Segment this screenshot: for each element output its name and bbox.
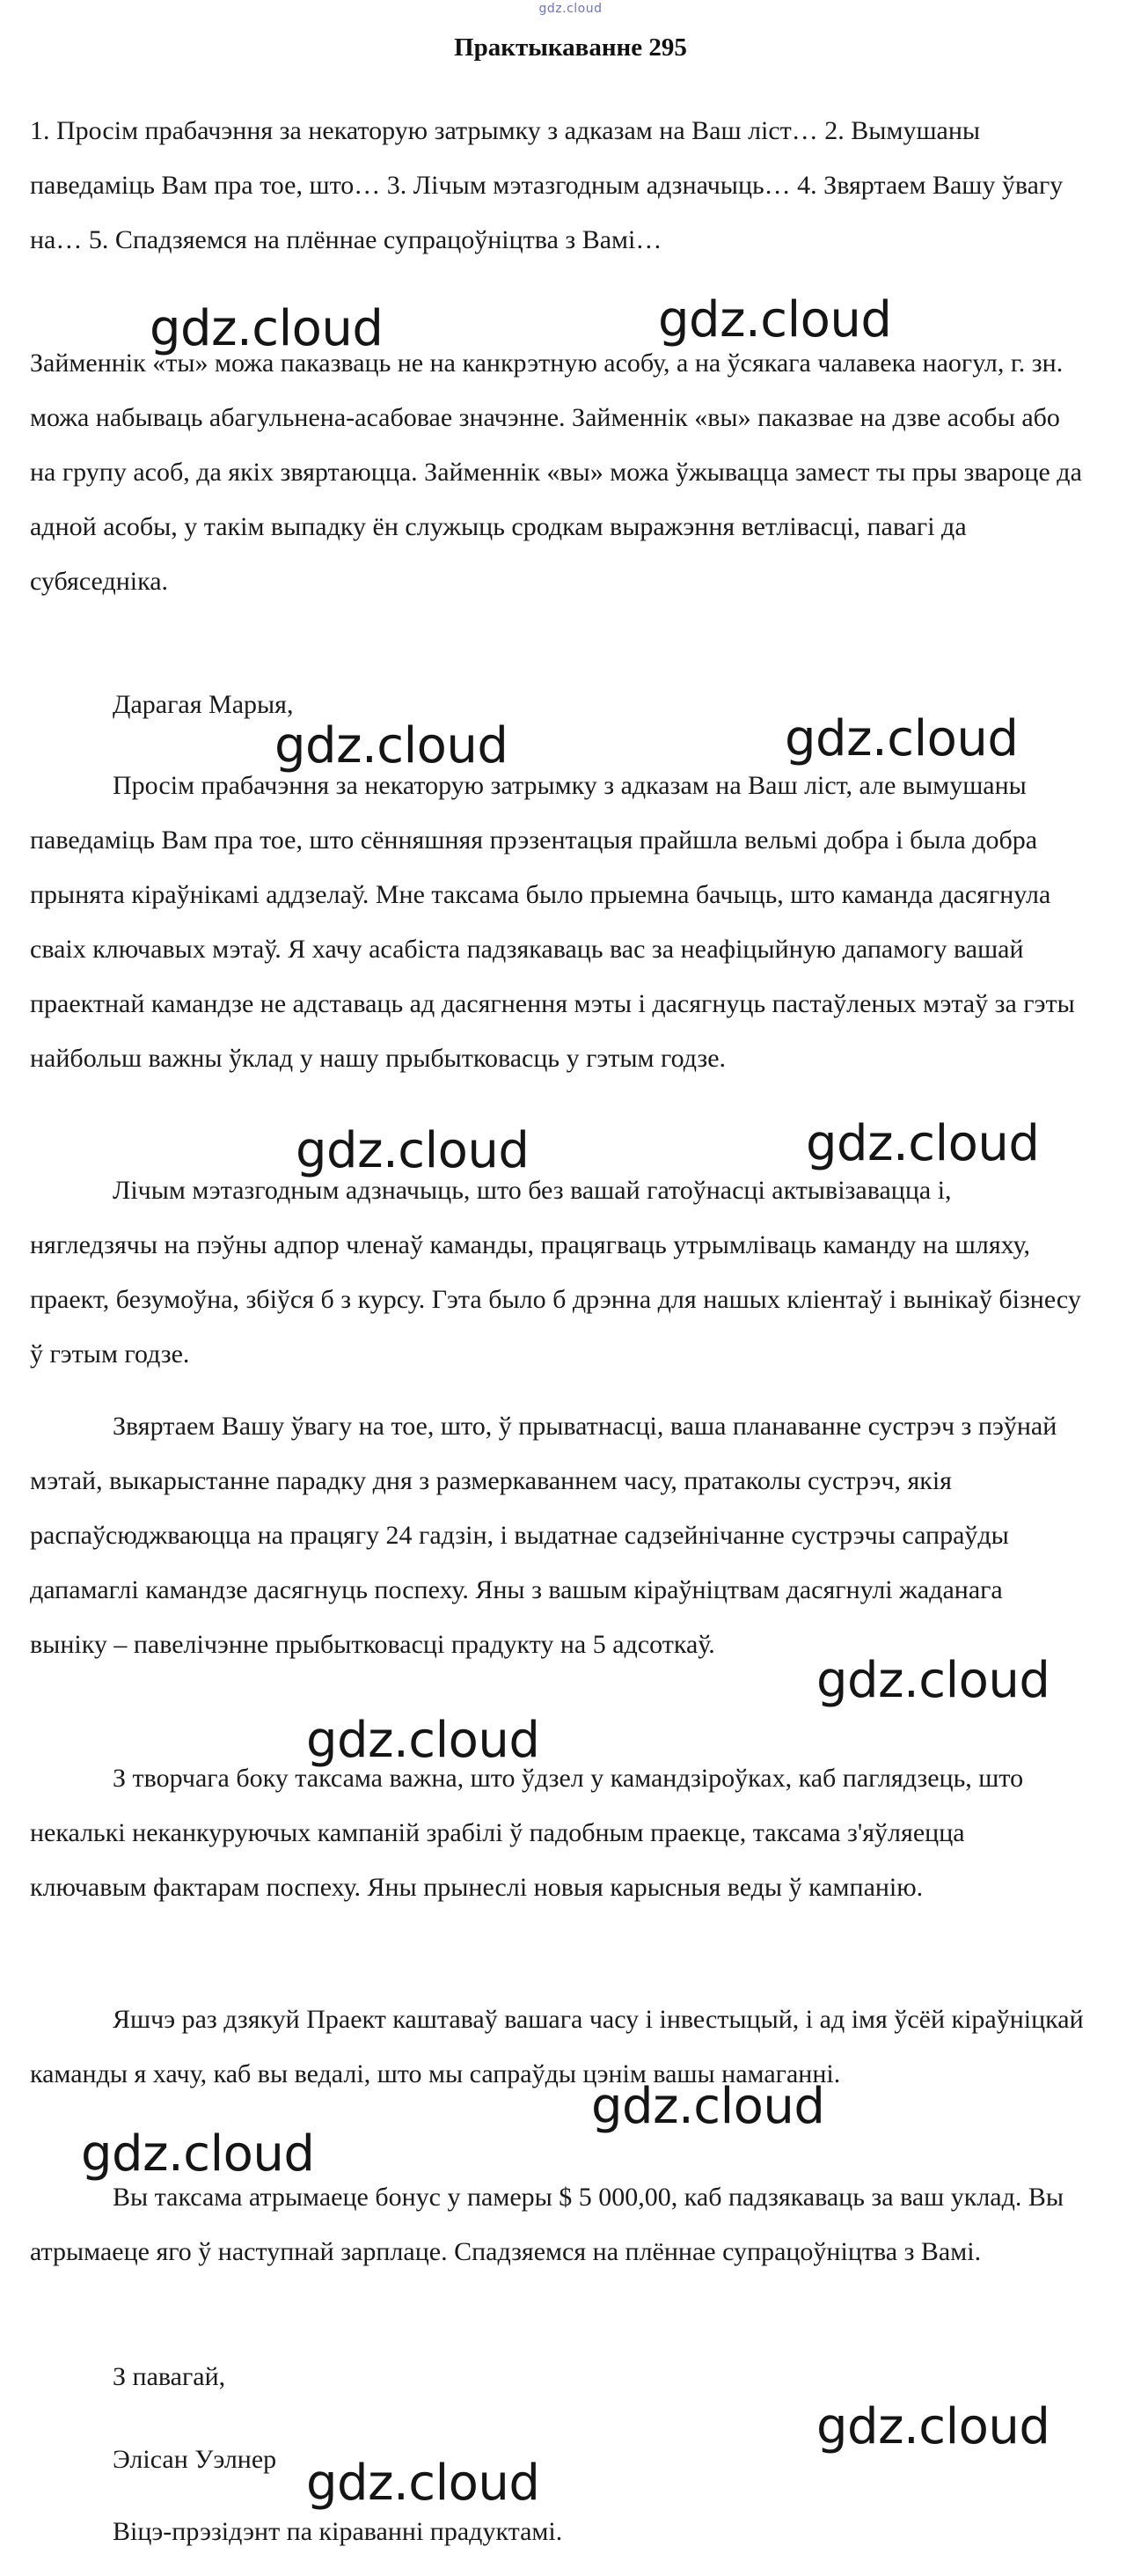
signature-title: Віцэ-прэзідэнт па кіраванні прадуктамі. bbox=[113, 2517, 563, 2546]
watermark: gdz.cloud bbox=[816, 1652, 1050, 1709]
watermark: gdz.cloud bbox=[785, 710, 1019, 767]
watermark: gdz.cloud bbox=[150, 300, 384, 357]
letter-paragraph-5: Яшчэ раз дзякуй Праект каштаваў вашага часу і інвестыцый, і ад імя ўсёй кіраўніцкай каманды я хачу, каб вы ведалі, што мы сапраўды цэнім вашы намаганні. bbox=[30, 2005, 1084, 2088]
watermark: gdz.cloud bbox=[806, 1115, 1040, 1172]
paragraph-answers: 1. Просім прабачэння за некаторую затрымку з адказам на Ваш ліст… 2. Вымушаны паведаміць Вам пра тое, што… 3. Лічым мэтазгодным адзначыць… 4. Звяртаем Вашу ўвагу на… 5. Спадзяемся на плённае супрацоўніцтва з Вамі… bbox=[30, 116, 1064, 254]
signature-name: Элісан Уэлнер bbox=[113, 2445, 277, 2474]
watermark: gdz.cloud bbox=[306, 1712, 540, 1769]
watermark: gdz.cloud bbox=[816, 2398, 1050, 2455]
watermark: gdz.cloud bbox=[306, 2455, 540, 2512]
watermark: gdz.cloud bbox=[591, 2078, 825, 2135]
letter-paragraph-6: Вы таксама атрымаеце бонус у памеры $ 5 000,00, каб падзякаваць за ваш уклад. Вы атрымаеце яго ў наступнай зарплаце. Спадзяемся на плённае супрацоўніцтва з Вамі. bbox=[30, 2183, 1064, 2266]
watermark: gdz.cloud bbox=[274, 717, 508, 774]
watermark: gdz.cloud bbox=[658, 291, 892, 349]
letter-paragraph-1: Просім прабачэння за некаторую затрымку з адказам на Ваш ліст, але вымушаны паведаміць Вам пра тое, што сённяшняя прэзентацыя прайшла вельмі добра і была добра прынята кіраўнікамі аддзелаў. Мне таксама было прыемна бачыць, што каманда дасягнула сваіх ключавых мэтаў. Я хачу асабіста падзякаваць вас за неафіцыйную дапамогу вашай праектнай камандзе не адставаць ад дасягнення мэты і дасягнуць пастаўленых мэтаў за гэты найбольш важны ўклад у нашу прыбытковасць у гэтым годзе. bbox=[30, 771, 1075, 1073]
watermark: gdz.cloud bbox=[296, 1122, 530, 1179]
watermark: gdz.cloud bbox=[81, 2125, 315, 2183]
letter-paragraph-3: Звяртаем Вашу ўвагу на тое, што, ў прыватнасці, ваша планаванне сустрэч з пэўнай мэтай, выкарыстанне парадку дня з размеркаваннем часу, пратаколы сустрэч, якія распаўсюджваюцца на працягу 24 гадзін, і выдатнае садзейнічанне сустрэчы сапраўды дапамаглі камандзе дасягнуць поспеху. Яны з вашым кіраўніцтвам дасягнулі жаданага выніку – павелічэнне прыбытковасці прадукту на 5 адсоткаў. bbox=[30, 1412, 1057, 1659]
site-logo-small: gdz.cloud bbox=[538, 2, 603, 16]
letter-paragraph-2: Лічым мэтазгодным адзначыць, што без вашай гатоўнасці актывізавацца і, нягледзячы на пэўны адпор членаў каманды, працягваць утрымліваць каманду на шляху, праект, безумоўна, збіўся б з курсу. Гэта было б дрэнна для нашых кліентаў і вынікаў бізнесу ў гэтым годзе. bbox=[30, 1176, 1081, 1369]
exercise-title: Практыкаванне 295 bbox=[454, 33, 687, 62]
letter-paragraph-4: З творчага боку таксама важна, што ўдзел у камандзіроўках, каб паглядзець, што некалькі неканкуруючых кампаній зрабілі ў падобным праекце, таксама з'яўляецца ключавым фактарам поспеху. Яны прынеслі новыя карысныя веды ў кампанію. bbox=[30, 1764, 1024, 1902]
paragraph-pronouns: Займеннік «ты» можа паказваць не на канкрэтную асобу, а на ўсякага чалавека наогул, г. зн. можа набываць абагульнена-асабовае значэнне. Займеннік «вы» паказвае на дзве асобы або на групу асоб, да якіх звяртаюцца. Займеннік «вы» можа ўжывацца замест ты пры звароце да адной асобы, у такім выпадку ён служыць сродкам выражэння ветлівасці, павагі да субяседніка. bbox=[30, 349, 1082, 596]
letter-salutation: Дарагая Марыя, bbox=[113, 690, 294, 719]
letter-closing: З павагай, bbox=[113, 2362, 226, 2391]
